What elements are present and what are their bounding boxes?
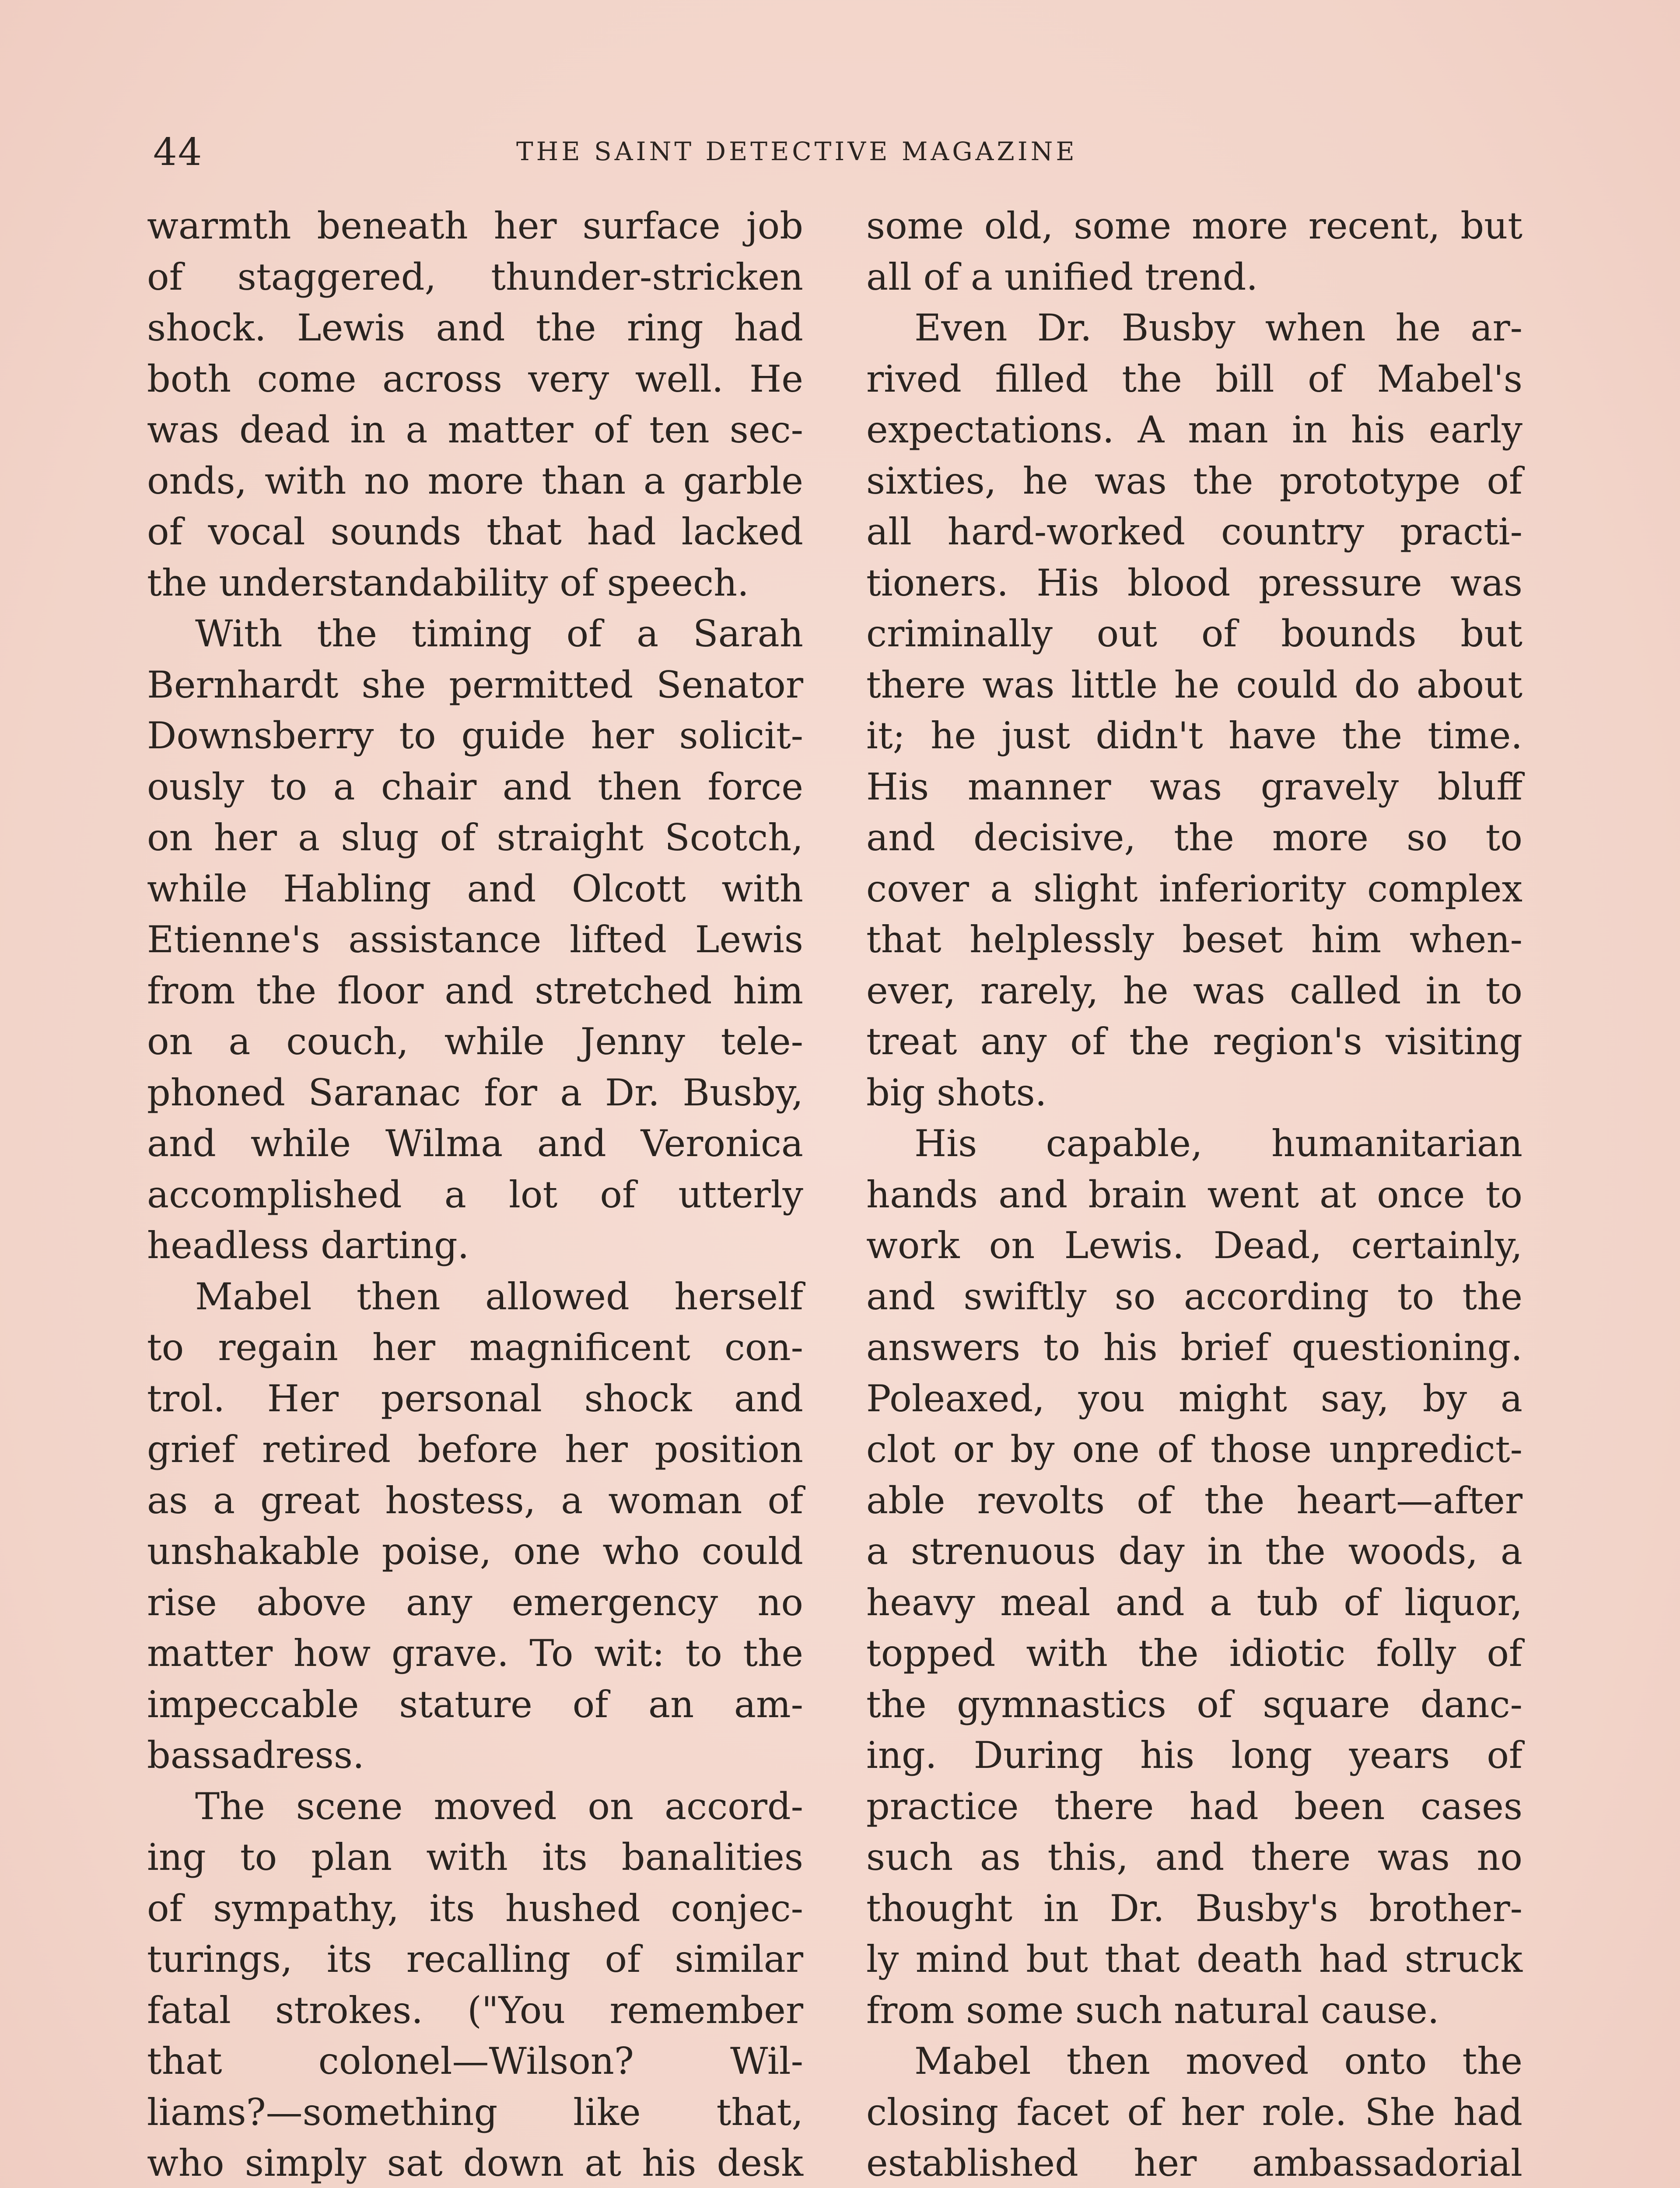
text-line: and decisive, the more so to — [866, 816, 1522, 859]
text-line: that helplessly beset him when- — [866, 918, 1522, 961]
text-line: bassadress. — [147, 1734, 364, 1777]
text-line: from the floor and stretched him — [147, 969, 803, 1012]
page-header — [153, 127, 1540, 184]
text-line: criminally out of bounds but — [866, 612, 1522, 655]
text-line: Even Dr. Busby when he ar- — [914, 306, 1522, 349]
text-line: tioners. His blood pressure was — [866, 561, 1522, 604]
text-line: heavy meal and a tub of liquor, — [866, 1581, 1522, 1624]
text-line: a strenuous day in the woods, a — [866, 1530, 1522, 1573]
text-line: and while Wilma and Veronica — [147, 1122, 803, 1165]
text-line: ing. During his long years of — [866, 1734, 1522, 1777]
text-line: unshakable poise, one who could — [147, 1530, 803, 1573]
text-line: trol. Her personal shock and — [147, 1377, 803, 1420]
text-line: accomplished a lot of utterly — [147, 1173, 803, 1216]
text-line: the understandability of speech. — [147, 561, 749, 604]
text-line: and swiftly so according to the — [866, 1275, 1522, 1318]
text-line: it; he just didn't have the time. — [866, 714, 1522, 757]
text-line: Mabel then allowed herself — [195, 1275, 803, 1318]
text-line: phoned Saranac for a Dr. Busby, — [147, 1071, 803, 1114]
text-line: that colonel—Wilson? Wil- — [147, 2040, 803, 2083]
text-line: With the timing of a Sarah — [195, 612, 803, 655]
text-line: the gymnastics of square danc- — [866, 1683, 1522, 1726]
text-line: was dead in a matter of ten sec- — [147, 408, 803, 451]
text-line: ever, rarely, he was called in to — [866, 969, 1522, 1012]
text-line: ing to plan with its banalities — [147, 1836, 803, 1879]
text-line: expectations. A man in his early — [866, 408, 1522, 451]
text-line: The scene moved on accord- — [195, 1785, 803, 1828]
text-line: work on Lewis. Dead, certainly, — [866, 1224, 1522, 1267]
text-line: impeccable stature of an am- — [147, 1683, 803, 1726]
text-line: such as this, and there was no — [866, 1836, 1522, 1879]
text-line: warmth beneath her surface job — [147, 204, 803, 247]
text-line: cover a slight inferiority complex — [866, 867, 1522, 910]
text-line: liams?—something like that, — [147, 2090, 803, 2134]
text-line: there was little he could do about — [866, 663, 1522, 706]
text-line: of vocal sounds that had lacked — [147, 510, 803, 553]
text-line: some old, some more recent, but — [866, 204, 1522, 247]
text-line: His manner was gravely bluff — [866, 765, 1522, 808]
text-line: rived filled the bill of Mabel's — [866, 357, 1522, 400]
text-line: headless darting. — [147, 1224, 469, 1267]
text-line: thought in Dr. Busby's brother- — [866, 1886, 1522, 1930]
text-line: His capable, humanitarian — [914, 1122, 1522, 1165]
text-line: Mabel then moved onto the — [914, 2040, 1522, 2083]
text-line: from some such natural cause. — [866, 1988, 1439, 2032]
text-line: ly mind but that death had struck — [866, 1938, 1522, 1981]
text-line: closing facet of her role. She had — [866, 2090, 1522, 2134]
text-line: Etienne's assistance lifted Lewis — [147, 918, 803, 961]
text-line: to regain her magnificent con- — [147, 1326, 803, 1369]
text-line: of sympathy, its hushed conjec- — [147, 1886, 803, 1930]
text-line: ously to a chair and then force — [147, 765, 803, 808]
text-line: shock. Lewis and the ring had — [147, 306, 803, 349]
text-line: Downsberry to guide her solicit- — [147, 714, 803, 757]
text-line: of staggered, thunder-stricken — [147, 255, 803, 298]
text-line: both come across very well. He — [147, 357, 803, 400]
text-line: onds, with no more than a garble — [147, 459, 803, 502]
text-line: treat any of the region's visiting — [866, 1020, 1522, 1063]
text-line: hands and brain went at once to — [866, 1173, 1522, 1216]
text-line: all of a unified trend. — [866, 255, 1258, 298]
text-line: sixties, he was the prototype of — [866, 459, 1522, 502]
text-line: while Habling and Olcott with — [147, 867, 803, 910]
text-line: fatal strokes. ("You remember — [147, 1988, 803, 2032]
text-column-left — [147, 200, 803, 2188]
text-line: who simply sat down at his desk — [147, 2142, 803, 2184]
running-head: THE SAINT DETECTIVE MAGAZINE — [516, 137, 1078, 166]
text-line: matter how grave. To wit: to the — [147, 1632, 803, 1675]
text-line: big shots. — [866, 1071, 1047, 1114]
text-line: grief retired before her position — [147, 1428, 803, 1471]
text-line: clot or by one of those unpredict- — [866, 1428, 1522, 1471]
text-column-right — [866, 200, 1522, 2188]
text-line: practice there had been cases — [866, 1785, 1522, 1828]
text-line: Poleaxed, you might say, by a — [866, 1377, 1522, 1420]
text-line: all hard-worked country practi- — [866, 510, 1522, 553]
text-line: Bernhardt she permitted Senator — [147, 663, 803, 706]
text-line: answers to his brief questioning. — [866, 1326, 1522, 1369]
text-line: turings, its recalling of similar — [147, 1938, 803, 1981]
text-line: on her a slug of straight Scotch, — [147, 816, 803, 859]
text-line: topped with the idiotic folly of — [866, 1632, 1522, 1675]
text-line: as a great hostess, a woman of — [147, 1479, 803, 1522]
text-line: rise above any emergency no — [147, 1581, 803, 1624]
text-line: on a couch, while Jenny tele- — [147, 1020, 803, 1063]
text-line: established her ambassadorial — [866, 2142, 1522, 2184]
text-line: able revolts of the heart—after — [866, 1479, 1522, 1522]
page-number: 44 — [153, 130, 203, 174]
